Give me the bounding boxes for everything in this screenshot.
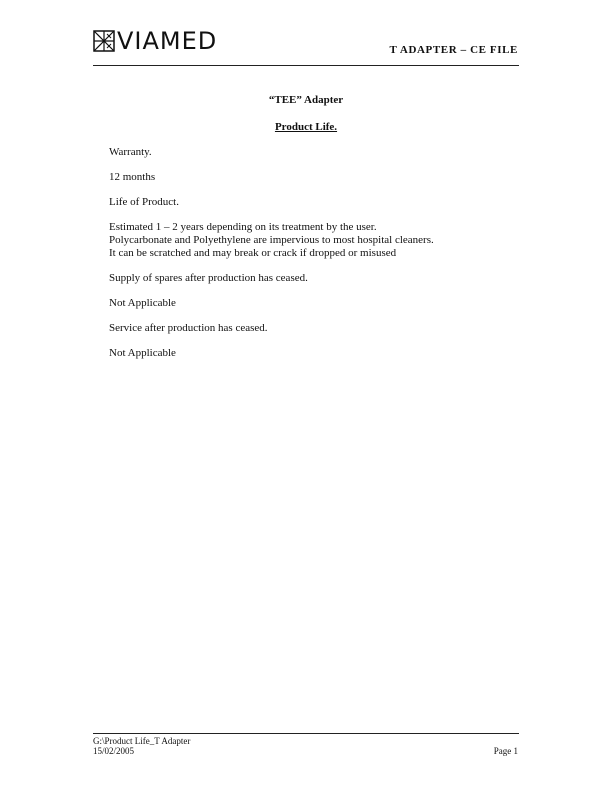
header-title: T ADAPTER – CE FILE xyxy=(389,44,518,56)
paragraph-line: Polycarbonate and Polyethylene are impervious to most hospital cleaners. xyxy=(109,234,434,246)
body-paragraph xyxy=(109,171,509,184)
document-subtitle: Product Life. xyxy=(274,121,338,133)
paragraph-line: Estimated 1 – 2 years depending on its treatment by the user. xyxy=(109,221,377,233)
footer-divider xyxy=(93,733,519,734)
body-paragraph xyxy=(109,221,509,260)
footer-page-number: Page 1 xyxy=(493,746,518,756)
paragraph-line: Supply of spares after production has ceased. xyxy=(109,272,308,284)
paragraph-line: It can be scratched and may break or crack if dropped or misused xyxy=(109,247,397,259)
body-paragraph xyxy=(109,347,509,360)
paragraph-line: 12 months xyxy=(109,171,156,183)
logo-text: VIAMED xyxy=(117,27,218,55)
paragraph-line: Life of Product. xyxy=(109,196,179,208)
paragraph-line: Service after production has ceased. xyxy=(109,322,268,334)
footer-file-name: G:\Product Life_T Adapter xyxy=(93,736,191,746)
body-paragraph xyxy=(109,146,509,159)
paragraph-line: Warranty. xyxy=(109,146,152,158)
footer-info xyxy=(93,736,190,756)
body-paragraph xyxy=(109,322,509,335)
body-paragraph xyxy=(109,196,509,209)
paragraph-line: Not Applicable xyxy=(109,347,176,359)
document-body xyxy=(109,146,509,372)
body-paragraph xyxy=(109,297,509,310)
company-logo xyxy=(93,27,218,55)
paragraph-line: Not Applicable xyxy=(109,297,176,309)
footer-date: 15/02/2005 xyxy=(93,746,135,756)
viamed-logo-icon xyxy=(93,30,115,52)
body-paragraph xyxy=(109,272,509,285)
header-divider xyxy=(93,65,519,66)
document-title: “TEE” Adapter xyxy=(268,94,344,106)
